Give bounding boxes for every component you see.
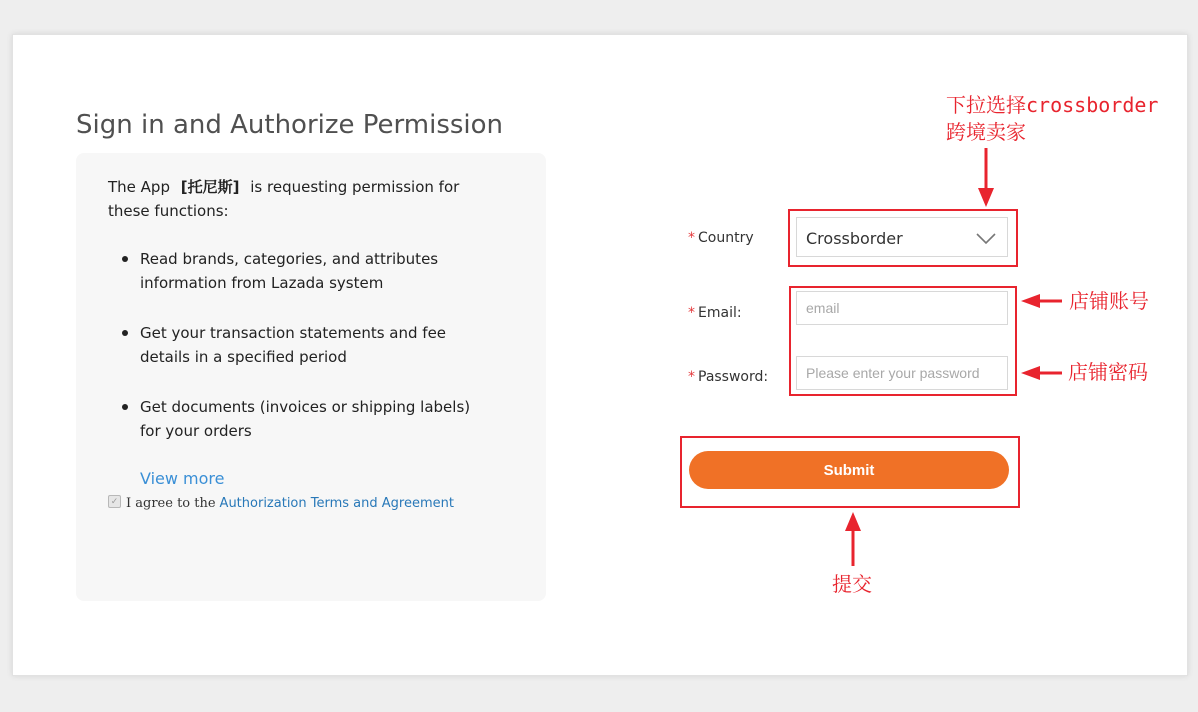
password-label [688,369,768,385]
app-name: [托尼斯] [180,178,240,196]
required-mark: * [688,230,695,246]
permission-list [108,247,508,469]
permission-intro [108,175,488,223]
country-select-value: Crossborder [806,229,903,248]
country-label [688,230,754,246]
annotation-box-submit [680,436,1020,508]
intro-prefix: The App [108,178,170,196]
annotation-submit: 提交 [832,572,872,596]
agree-checkbox[interactable]: ✓ [108,495,121,508]
password-label-text: Password: [698,369,769,385]
required-mark: * [688,369,695,385]
annotation-box-country [788,209,1018,267]
annotation-password: 店铺密码 [1068,360,1148,384]
permission-item-documents: Get documents (invoices or shipping labels) for your orders [108,395,480,443]
view-more-link[interactable]: View more [140,469,225,488]
annotation-email: 店铺账号 [1069,289,1149,313]
annotation-box-credentials [789,286,1017,396]
agreement-row [108,496,454,511]
country-label-text: Country [698,230,754,246]
annotation-country-line2: 跨境卖家 [946,120,1026,144]
permissions-panel [76,153,546,601]
email-label [688,305,742,321]
permission-item-brands: Read brands, categories, and attributes information from Lazada system [108,247,480,295]
page-title: Sign in and Authorize Permission [76,110,504,140]
email-label-text: Email: [698,305,742,321]
intro-suffix: is requesting permission for these functions: [108,178,460,220]
required-mark: * [688,305,695,321]
agree-prefix: I agree to the [126,496,216,511]
agreement-terms-link[interactable]: Authorization Terms and Agreement [219,496,454,511]
permission-item-transactions: Get your transaction statements and fee details in a specified period [108,321,480,369]
submit-button[interactable]: Submit [689,451,1009,489]
annotation-country-line1: 下拉选择crossborder [946,93,1159,117]
